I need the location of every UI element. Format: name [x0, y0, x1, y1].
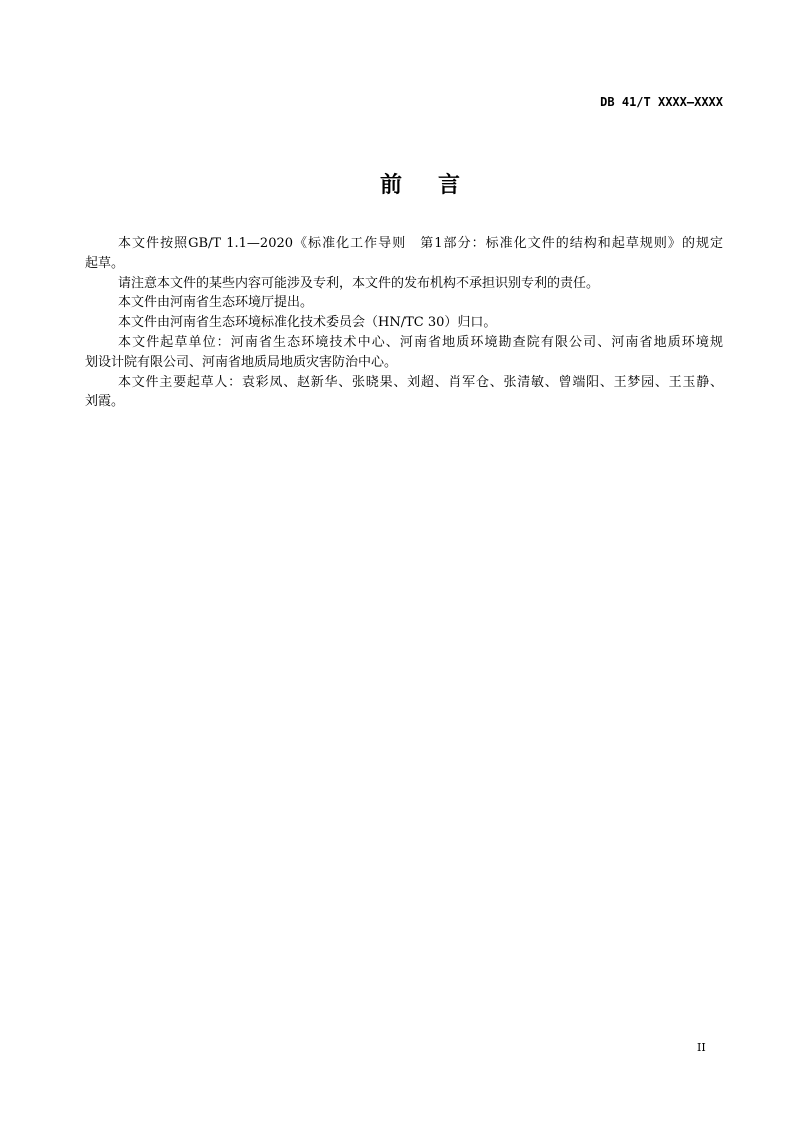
paragraph: [85, 293, 723, 313]
paragraph: [85, 234, 723, 274]
title-char: 言: [438, 173, 461, 198]
paragraph-line: 起草。: [85, 255, 125, 271]
paragraph: [85, 313, 723, 333]
paragraph-line: 本文件起草单位：河南省生态环境技术中心、河南省地质环境勘查院有限公司、河南省地质环境规: [118, 334, 723, 350]
standard-code: DB 41/T XXXX—XXXX: [600, 95, 723, 109]
paragraph-line: 划设计院有限公司、河南省地质局地质灾害防治中心。: [85, 354, 398, 370]
paragraph-line: 本文件主要起草人：袁彩凤、赵新华、张晓果、刘超、肖军仓、张清敏、曾端阳、王梦园、王玉静、: [118, 374, 723, 390]
page-title: [0, 168, 800, 199]
page-number: II: [697, 1041, 706, 1054]
paragraph-line: 本文件按照GB/T 1.1—2020《标准化工作导则 第1部分：标准化文件的结构和起草规则》的规定: [118, 236, 723, 251]
title-char: 前: [379, 173, 402, 198]
paragraph: [85, 373, 723, 413]
paragraph-line: 本文件由河南省生态环境厅提出。: [118, 295, 314, 311]
paragraph: [85, 333, 723, 373]
paragraph: [85, 274, 723, 294]
paragraph-line: 本文件由河南省生态环境标准化技术委员会（HN/TC 30）归口。: [118, 315, 497, 331]
paragraph-line: 请注意本文件的某些内容可能涉及专利，本文件的发布机构不承担识别专利的责任。: [118, 275, 600, 291]
paragraph-line: 刘霞。: [85, 394, 125, 410]
foreword-body: [85, 234, 723, 412]
